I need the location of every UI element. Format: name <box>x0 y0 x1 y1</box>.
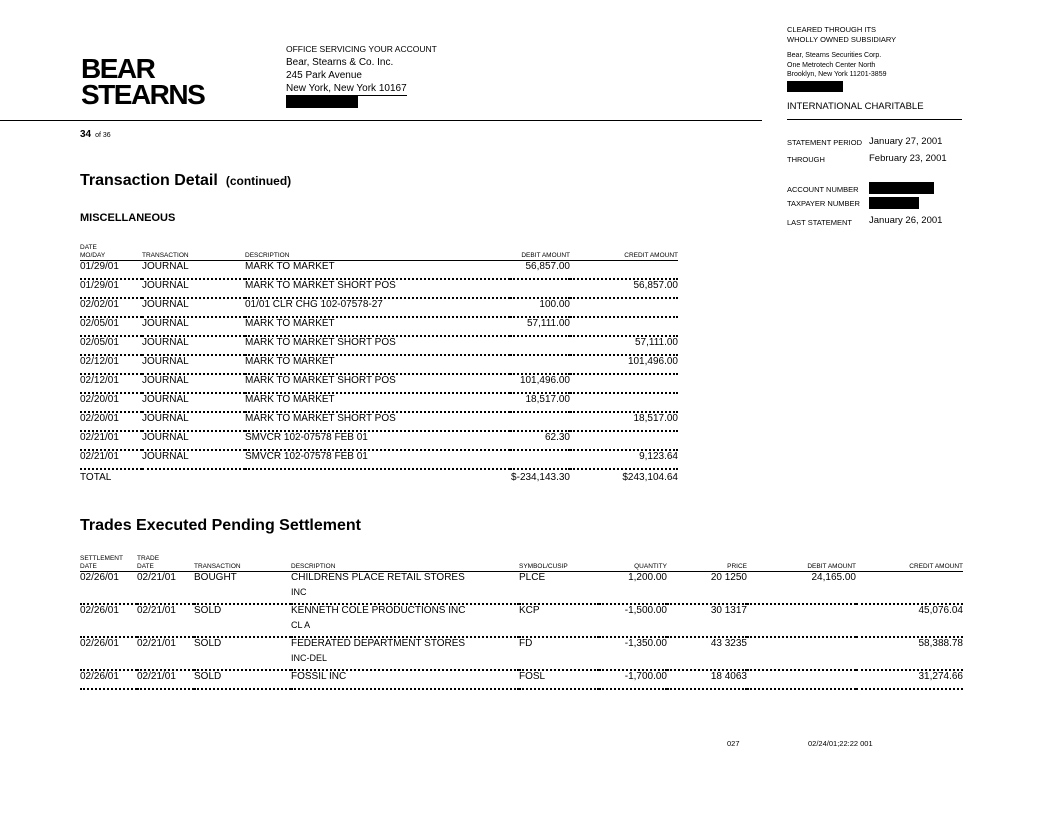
cell-description <box>291 604 519 637</box>
cell-credit: 56,857.00 <box>570 279 678 298</box>
table-row <box>80 604 963 637</box>
cell-transaction: JOURNAL <box>142 298 245 317</box>
cell-credit: 9,123.64 <box>570 450 678 469</box>
last-statement-value: January 26, 2001 <box>869 215 943 226</box>
description-line2: INC <box>291 587 307 597</box>
cell-debit <box>510 412 570 431</box>
cleared-heading: CLEARED THROUGH ITS <box>787 25 877 34</box>
header-transaction: TRANSACTION <box>194 555 291 572</box>
cell-transaction: JOURNAL <box>142 355 245 374</box>
cell-debit <box>747 637 856 670</box>
cell-date: 02/20/01 <box>80 412 142 431</box>
account-name: INTERNATIONAL CHARITABLE <box>787 101 924 112</box>
cell-credit: 57,111.00 <box>570 336 678 355</box>
table-row <box>80 336 678 355</box>
cell-debit: 101,496.00 <box>510 374 570 393</box>
header-transaction: TRANSACTION <box>142 244 245 261</box>
cell-debit <box>510 336 570 355</box>
logo-line2: STEARNS <box>81 79 205 110</box>
table-row <box>80 572 963 605</box>
total-empty <box>142 469 245 488</box>
cell-description: MARK TO MARKET <box>245 355 510 374</box>
cell-trade: 02/21/01 <box>137 637 194 670</box>
trades-table <box>80 555 963 690</box>
cell-transaction: JOURNAL <box>142 317 245 336</box>
table-row <box>80 374 678 393</box>
table-row <box>80 355 678 374</box>
cleared-heading: WHOLLY OWNED SUBSIDIARY <box>787 35 897 44</box>
table-row <box>80 279 678 298</box>
description-line1: FOSSIL INC <box>291 671 347 682</box>
through-label: THROUGH <box>787 155 825 164</box>
cell-debit: 56,857.00 <box>510 261 570 280</box>
table-row <box>80 412 678 431</box>
cleared-line: Bear, Stearns Securities Corp. <box>787 52 882 59</box>
cell-date: 02/05/01 <box>80 336 142 355</box>
header-credit: CREDIT AMOUNT <box>570 244 678 261</box>
description-line1: KENNETH COLE PRODUCTIONS INC <box>291 605 466 616</box>
header-credit: CREDIT AMOUNT <box>856 555 963 572</box>
cell-description: MARK TO MARKET SHORT POS <box>245 412 510 431</box>
cell-credit <box>570 298 678 317</box>
cell-symbol: FOSL <box>519 670 599 689</box>
cell-quantity: -1,700.00 <box>599 670 667 689</box>
cell-debit: 18,517.00 <box>510 393 570 412</box>
cell-credit <box>570 317 678 336</box>
transaction-table <box>80 244 678 488</box>
table-row <box>80 298 678 317</box>
cleared-line: One Metrotech Center North <box>787 61 876 69</box>
cell-price: 18 4063 <box>667 670 747 689</box>
cell-debit <box>510 279 570 298</box>
cell-credit: 45,076.04 <box>856 604 963 637</box>
cell-credit: 58,388.78 <box>856 637 963 670</box>
office-line: Bear, Stearns & Co. Inc. <box>286 57 394 68</box>
cell-transaction: SOLD <box>194 670 291 689</box>
title-continued: (continued) <box>225 174 292 188</box>
total-credit: $243,104.64 <box>570 469 678 488</box>
cell-credit <box>570 374 678 393</box>
bear-stearns-logo <box>81 53 205 110</box>
cell-trade: 02/21/01 <box>137 572 194 605</box>
cell-transaction: SOLD <box>194 637 291 670</box>
cell-settle: 02/26/01 <box>80 604 137 637</box>
cell-description: SMVCR 102-07578 FEB 01 <box>245 450 510 469</box>
cell-symbol: FD <box>519 637 599 670</box>
cell-description: MARK TO MARKET SHORT POS <box>245 374 510 393</box>
cell-credit <box>570 393 678 412</box>
cell-date: 02/12/01 <box>80 374 142 393</box>
cell-credit <box>856 572 963 605</box>
redaction-box <box>787 81 843 92</box>
title-text: Transaction Detail <box>80 172 218 189</box>
cell-description: MARK TO MARKET SHORT POS <box>245 279 510 298</box>
header-price: PRICE <box>667 555 747 572</box>
footer-stamp: 02/24/01;22:22 001 <box>808 739 873 748</box>
cell-credit <box>570 431 678 450</box>
logo-line1: BEAR <box>81 53 155 84</box>
cell-settle: 02/26/01 <box>80 670 137 689</box>
header-divider-right <box>787 119 962 120</box>
cell-quantity: -1,500.00 <box>599 604 667 637</box>
cell-symbol: KCP <box>519 604 599 637</box>
table-row <box>80 261 678 280</box>
cell-date: 02/20/01 <box>80 393 142 412</box>
cell-date: 02/02/01 <box>80 298 142 317</box>
cell-credit: 18,517.00 <box>570 412 678 431</box>
header-date: DATE MO/DAY <box>80 244 142 261</box>
cell-credit: 31,274.66 <box>856 670 963 689</box>
cell-transaction: JOURNAL <box>142 431 245 450</box>
header-settlement-date: SETTLEMENT DATE <box>80 555 137 572</box>
cell-description: MARK TO MARKET <box>245 317 510 336</box>
taxpayer-number-label: TAXPAYER NUMBER <box>787 199 860 208</box>
cell-transaction: JOURNAL <box>142 412 245 431</box>
cell-trade: 02/21/01 <box>137 670 194 689</box>
total-empty <box>245 469 510 488</box>
cell-description <box>291 572 519 605</box>
cell-price: 30 1317 <box>667 604 747 637</box>
cell-description <box>291 670 519 689</box>
section-miscellaneous: MISCELLANEOUS <box>80 212 176 224</box>
cleared-line: Brooklyn, New York 11201-3859 <box>787 71 887 78</box>
cell-date: 02/05/01 <box>80 317 142 336</box>
redaction-box <box>286 96 358 108</box>
cell-debit: 100.00 <box>510 298 570 317</box>
cell-description: SMVCR 102-07578 FEB 01 <box>245 431 510 450</box>
table-row <box>80 670 963 689</box>
page-of: of 36 <box>95 132 111 139</box>
cell-date: 02/21/01 <box>80 450 142 469</box>
cell-debit <box>510 355 570 374</box>
table-row <box>80 450 678 469</box>
cell-transaction: JOURNAL <box>142 393 245 412</box>
cell-price: 20 1250 <box>667 572 747 605</box>
cell-transaction: JOURNAL <box>142 450 245 469</box>
cell-price: 43 3235 <box>667 637 747 670</box>
office-heading: OFFICE SERVICING YOUR ACCOUNT <box>286 44 437 54</box>
table-row <box>80 431 678 450</box>
cell-debit: 62.30 <box>510 431 570 450</box>
cell-debit: 57,111.00 <box>510 317 570 336</box>
cell-settle: 02/26/01 <box>80 637 137 670</box>
transaction-detail-title <box>80 172 291 190</box>
cell-trade: 02/21/01 <box>137 604 194 637</box>
office-line: New York, New York 10167 <box>286 83 407 94</box>
description-line2: INC-DEL <box>291 653 328 663</box>
page-number: 34 of 36 <box>80 129 111 140</box>
total-label: TOTAL <box>80 469 142 488</box>
header-symbol: SYMBOL/CUSIP <box>519 555 599 572</box>
cell-date: 01/29/01 <box>80 279 142 298</box>
cell-debit <box>747 604 856 637</box>
header-debit: DEBIT AMOUNT <box>510 244 570 261</box>
cell-date: 02/12/01 <box>80 355 142 374</box>
cell-transaction: JOURNAL <box>142 374 245 393</box>
cell-description <box>291 637 519 670</box>
last-statement-label: LAST STATEMENT <box>787 218 853 227</box>
cell-description: MARK TO MARKET <box>245 261 510 280</box>
description-line1: CHILDRENS PLACE RETAIL STORES <box>291 572 465 583</box>
header-debit: DEBIT AMOUNT <box>747 555 856 572</box>
cell-debit: 24,165.00 <box>747 572 856 605</box>
header-quantity: QUANTITY <box>599 555 667 572</box>
office-address <box>286 43 437 112</box>
header-description: DESCRIPTION <box>291 555 519 572</box>
cell-credit: 101,496.00 <box>570 355 678 374</box>
cell-transaction: BOUGHT <box>194 572 291 605</box>
cell-transaction: SOLD <box>194 604 291 637</box>
cell-transaction: JOURNAL <box>142 279 245 298</box>
description-line1: FEDERATED DEPARTMENT STORES <box>291 638 466 649</box>
table-row <box>80 637 963 670</box>
cell-credit <box>570 261 678 280</box>
account-number-label: ACCOUNT NUMBER <box>787 185 859 194</box>
cell-settle: 02/26/01 <box>80 572 137 605</box>
cell-date: 01/29/01 <box>80 261 142 280</box>
cell-transaction: JOURNAL <box>142 336 245 355</box>
redaction-box <box>869 182 934 194</box>
table-header-row <box>80 555 963 572</box>
header-divider <box>0 120 762 121</box>
cell-transaction: JOURNAL <box>142 261 245 280</box>
cell-description: MARK TO MARKET <box>245 393 510 412</box>
footer-code: 027 <box>727 739 740 748</box>
cell-quantity: -1,350.00 <box>599 637 667 670</box>
cell-quantity: 1,200.00 <box>599 572 667 605</box>
description-line2: CL A <box>291 620 311 630</box>
table-header-row <box>80 244 678 261</box>
through-value: February 23, 2001 <box>869 153 947 164</box>
total-row <box>80 469 678 488</box>
office-line: 245 Park Avenue <box>286 70 362 81</box>
cleared-block <box>787 25 896 95</box>
statement-period-value: January 27, 2001 <box>869 136 943 147</box>
redaction-box <box>869 197 919 209</box>
cell-symbol: PLCE <box>519 572 599 605</box>
trades-title: Trades Executed Pending Settlement <box>80 517 361 534</box>
cell-debit <box>747 670 856 689</box>
cell-date: 02/21/01 <box>80 431 142 450</box>
header-description: DESCRIPTION <box>245 244 510 261</box>
cell-description: MARK TO MARKET SHORT POS <box>245 336 510 355</box>
total-debit: $-234,143.30 <box>510 469 570 488</box>
statement-period-label: STATEMENT PERIOD <box>787 138 863 147</box>
header-trade-date: TRADE DATE <box>137 555 194 572</box>
table-row <box>80 317 678 336</box>
cell-debit <box>510 450 570 469</box>
table-row <box>80 393 678 412</box>
cell-description: 01/01 CLR CHG 102-07578-27 <box>245 298 510 317</box>
